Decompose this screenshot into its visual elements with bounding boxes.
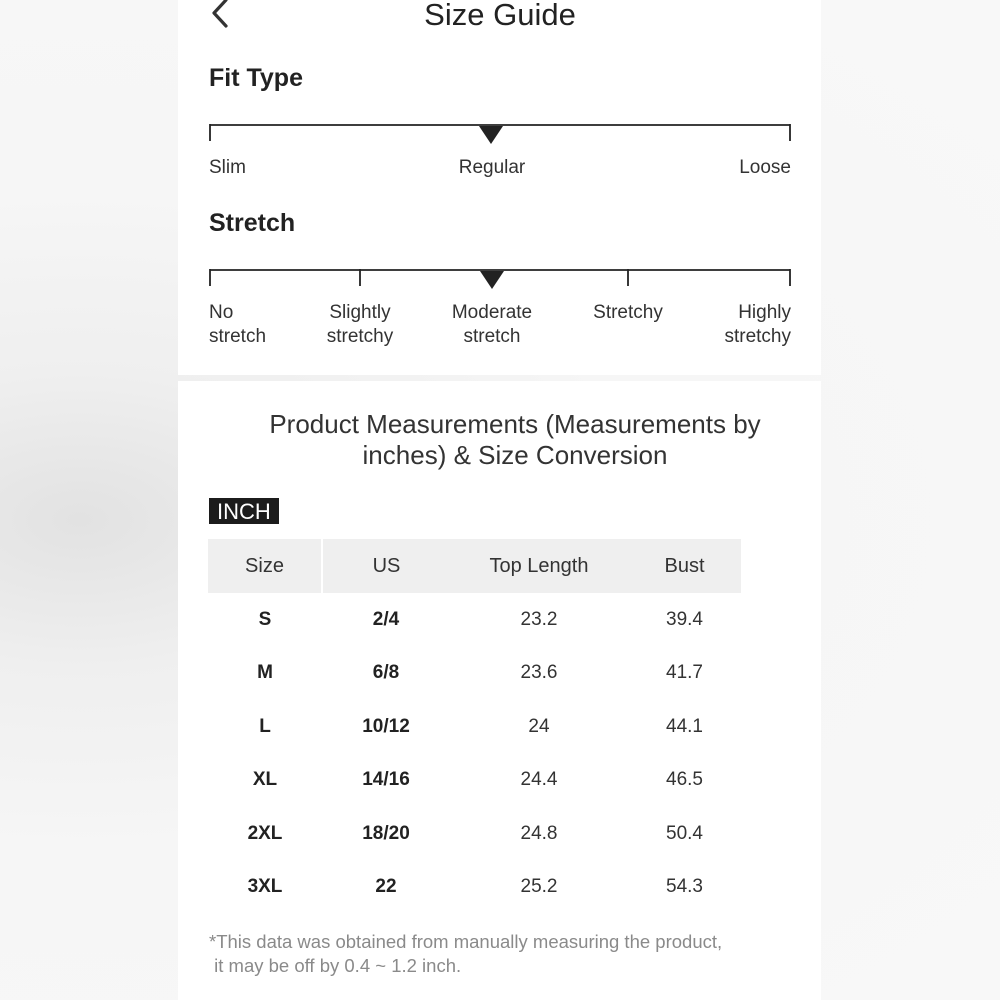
top-length-cell: 24.8 bbox=[520, 822, 558, 844]
fit-type-label-slim: Slim bbox=[209, 157, 246, 178]
fit-type-label-regular: Regular bbox=[458, 157, 526, 178]
fit-type-scale bbox=[209, 124, 791, 144]
measurements-title: Product Measurements (Measurements by inches) & Size Conversion bbox=[269, 409, 761, 470]
column-header-bust: Bust bbox=[628, 539, 741, 593]
bust-cell: 50.4 bbox=[666, 822, 703, 844]
table-row bbox=[208, 807, 741, 861]
table-row bbox=[208, 700, 741, 754]
page-title: Size Guide bbox=[424, 0, 576, 32]
us-size-cell: 18/20 bbox=[362, 822, 410, 844]
stretch-indicator-icon bbox=[480, 271, 504, 289]
stretch-label-stretchy: Stretchy bbox=[593, 302, 663, 323]
top-length-cell: 23.2 bbox=[520, 608, 558, 630]
size-cell: XL bbox=[252, 769, 278, 791]
table-row bbox=[208, 593, 741, 647]
back-button[interactable] bbox=[202, 0, 238, 32]
size-cell: 2XL bbox=[247, 822, 283, 844]
bust-cell: 44.1 bbox=[666, 715, 703, 737]
table-row bbox=[208, 861, 741, 915]
top-length-cell: 23.6 bbox=[520, 662, 558, 684]
fit-type-indicator-icon bbox=[479, 126, 503, 144]
bust-cell: 39.4 bbox=[666, 608, 703, 630]
us-size-cell: 14/16 bbox=[362, 769, 410, 791]
us-size-cell: 22 bbox=[375, 876, 397, 898]
size-cell: L bbox=[259, 715, 271, 737]
unit-badge: INCH bbox=[209, 498, 279, 524]
stretch-label-none: No stretch bbox=[209, 302, 267, 347]
chevron-left-icon bbox=[202, 0, 238, 32]
top-length-cell: 24 bbox=[528, 715, 550, 737]
size-cell: M bbox=[257, 662, 273, 684]
us-size-cell: 6/8 bbox=[372, 662, 400, 684]
column-header-top-length: Top Length bbox=[450, 539, 628, 593]
stretch-label-highly: Highly stretchy bbox=[724, 302, 791, 347]
bust-cell: 54.3 bbox=[666, 876, 703, 898]
us-size-cell: 2/4 bbox=[372, 608, 400, 630]
size-cell: 3XL bbox=[247, 876, 283, 898]
table-row bbox=[208, 754, 741, 808]
measurement-footnote: *This data was obtained from manually measuring the product, it may be off by 0.4 ~ 1.2 inch. bbox=[209, 931, 723, 976]
column-header-us: US bbox=[322, 539, 450, 593]
bust-cell: 41.7 bbox=[666, 662, 703, 684]
stretch-title: Stretch bbox=[209, 209, 296, 237]
size-cell: S bbox=[258, 608, 272, 630]
fit-type-title: Fit Type bbox=[209, 64, 303, 92]
top-length-cell: 25.2 bbox=[520, 876, 558, 898]
us-size-cell: 10/12 bbox=[362, 715, 410, 737]
column-header-size: Size bbox=[208, 539, 322, 593]
top-length-cell: 24.4 bbox=[520, 769, 558, 791]
stretch-label-slightly: Slightly stretchy bbox=[326, 302, 394, 347]
stretch-label-moderate: Moderate stretch bbox=[451, 302, 533, 347]
fit-type-label-loose: Loose bbox=[739, 157, 791, 178]
size-table bbox=[208, 539, 741, 914]
stretch-scale bbox=[209, 269, 791, 289]
bust-cell: 46.5 bbox=[666, 769, 703, 791]
table-header-row bbox=[208, 539, 741, 593]
table-row bbox=[208, 647, 741, 701]
